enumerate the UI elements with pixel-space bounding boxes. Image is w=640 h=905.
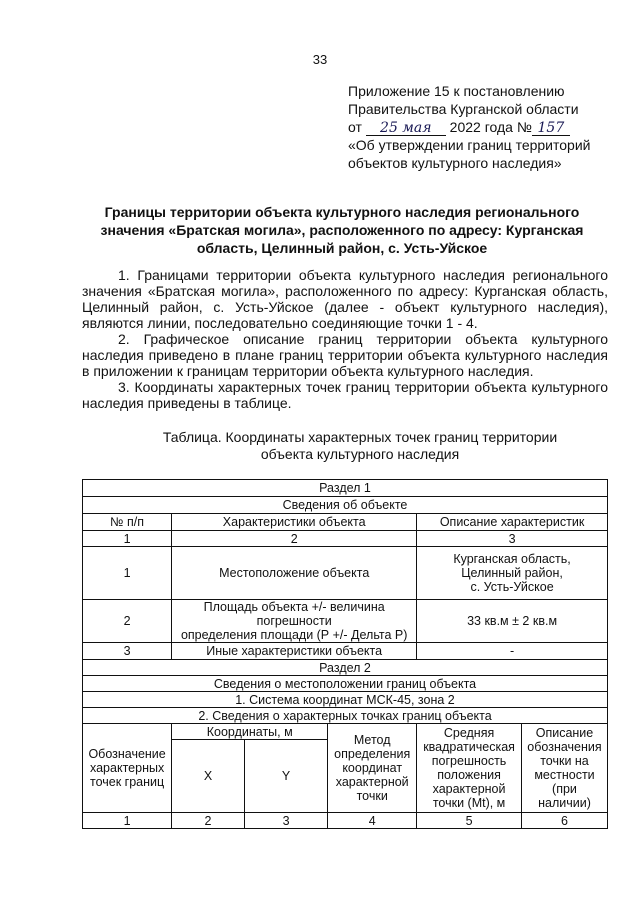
table-caption-line-1: Таблица. Координаты характерных точек границ территории [162,429,558,445]
desc-line: с. Усть-Уйское [470,580,554,594]
paragraph-1: 1. Границами территории объекта культурного наследия регионального значения «Братская могила», расположенного по адресу: Курганская область, Целинный район, с. Усть-Уйское (далее - объект культурного наследия), являются линии, последовательно соединяющие точки 1 - 4. [82,267,608,331]
column-number: 3 [244,813,327,829]
header-method: Метод определения координат характерной точки [328,724,417,813]
handwritten-number: 157 [532,121,570,136]
column-number: 3 [417,531,608,547]
row-description: - [417,643,608,660]
column-number: 2 [172,813,245,829]
column-number: 1 [83,813,172,829]
table-row [83,643,608,660]
coordinate-system: 1. Система координат МСК-45, зона 2 [83,692,608,708]
row-description [417,547,608,600]
coordinates-table [82,479,608,829]
header-terrain-description: Описание обозначения точки на местности (при наличии) [521,724,607,813]
paragraph-2: 2. Графическое описание границ территории объекта культурного наследия приведено в плане границ территории объекта культурного наследия в приложении к границам территории объекта культурного наследия. [82,331,608,379]
appendix-line-1: Приложение 15 к постановлению [348,83,565,99]
appendix-line-2: Правительства Курганской области [348,101,579,117]
row-characteristic [172,600,417,643]
header-coordinates: Координаты, м [172,724,328,740]
date-prefix: от [348,119,362,135]
header-point-designation: Обозначение характерных точек границ [83,724,172,813]
date-year: 2022 года [449,119,513,135]
appendix-line-5: объектов культурного наследия» [348,155,562,171]
object-info-header: Сведения об объекте [83,497,608,514]
row-num: 3 [83,643,172,660]
document-body [82,267,608,411]
title-line-2: значения «Братская могила», расположенного по адресу: Курганская [100,222,584,238]
section-2-header: Раздел 2 [83,660,608,676]
column-number: 1 [83,531,172,547]
row-characteristic: Местоположение объекта [172,547,417,600]
table-row [83,600,608,643]
table-row [83,547,608,600]
page-number: 33 [312,52,328,67]
desc-line: Целинный район, [461,566,563,580]
appendix-line-4: «Об утверждении границ территорий [348,137,591,153]
location-info-header: Сведения о местоположении границ объекта [83,676,608,692]
table-caption-line-2: объекта культурного наследия [260,446,460,462]
column-number: 2 [172,531,417,547]
appendix-header [348,82,608,172]
header-x: X [172,740,245,813]
header-accuracy: Средняя квадратическая погрешность положения характерной точки (Mt), м [417,724,522,813]
column-number: 6 [521,813,607,829]
title-line-1: Границы территории объекта культурного наследия регионального [104,204,580,220]
table-caption [120,429,600,463]
document-title [92,203,592,257]
desc-line: Курганская область, [453,552,571,566]
header-y: Y [244,740,327,813]
number-prefix: № [516,119,532,135]
section-1-header: Раздел 1 [83,480,608,497]
column-number: 5 [417,813,522,829]
char-line: Площадь объекта +/- величина погрешности [203,600,385,628]
header-num: № п/п [83,514,172,531]
paragraph-3: 3. Координаты характерных точек границ территории объекта культурного наследия приведены в таблице. [82,379,608,411]
appendix-date-line [348,118,608,136]
row-num: 2 [83,600,172,643]
row-description: 33 кв.м ± 2 кв.м [417,600,608,643]
points-info-header: 2. Сведения о характерных точках границ объекта [83,708,608,724]
column-number: 4 [328,813,417,829]
header-description: Описание характеристик [417,514,608,531]
row-num: 1 [83,547,172,600]
title-line-3: область, Целинный район, с. Усть-Уйское [196,240,488,256]
handwritten-date: 25 мая [366,121,446,136]
header-characteristics: Характеристики объекта [172,514,417,531]
row-characteristic: Иные характеристики объекта [172,643,417,660]
char-line: определения площади (Р +/- Дельта Р) [180,628,408,642]
